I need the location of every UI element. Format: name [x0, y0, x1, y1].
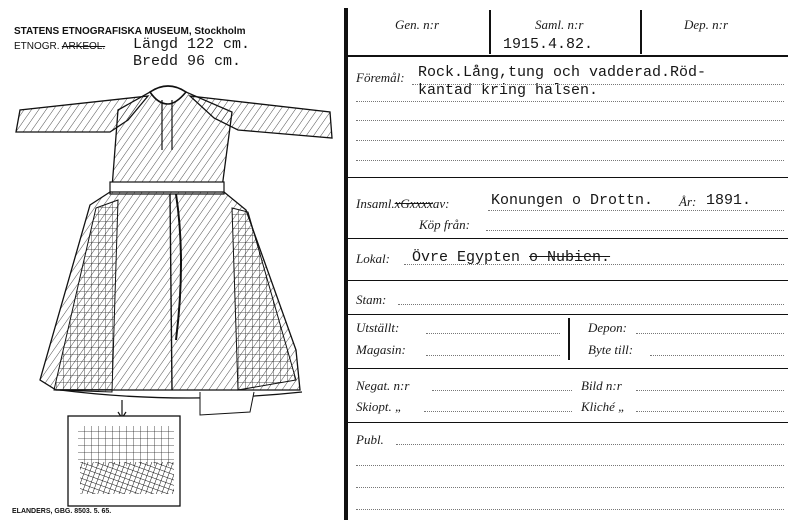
dotted-line	[404, 264, 784, 265]
department-struck: ARKEOL.	[61, 41, 106, 52]
negat-label: Negat. n:r	[356, 378, 410, 393]
insaml-struck: xGxxxx	[394, 196, 433, 211]
department-label	[14, 41, 105, 52]
dotted-line	[396, 444, 784, 445]
museum-name: STATENS ETNOGRAFISKA MUSEUM, Stockholm	[14, 26, 246, 37]
department-prefix: ETNOGR.	[14, 41, 60, 52]
width-measure: Bredd 96 cm.	[133, 53, 242, 70]
foremal-line-1: Rock.Lång,tung och vadderad.Röd-	[418, 64, 707, 81]
dotted-line	[636, 390, 784, 391]
section-rule	[348, 422, 788, 423]
utstallt-label: Utställt:	[356, 320, 400, 335]
lokal-struck: o Nubien.	[529, 249, 611, 266]
gen-label: Gen. n:r	[395, 17, 440, 32]
stam-label: Stam:	[356, 292, 387, 307]
skiopt-label: Skiopt. „	[356, 399, 403, 414]
mid-divider	[568, 318, 570, 360]
insaml-suffix: av:	[432, 196, 450, 211]
dotted-line	[636, 411, 784, 412]
section-rule	[348, 177, 788, 178]
dotted-line	[356, 160, 784, 161]
header-divider-2	[640, 10, 642, 54]
dotted-line	[650, 355, 784, 356]
lokal-place: Övre Egypten	[412, 249, 521, 266]
section-rule	[348, 238, 788, 239]
bild-label: Bild n:r	[581, 378, 622, 393]
center-divider	[344, 8, 348, 520]
section-rule	[348, 314, 788, 315]
insaml-label	[356, 196, 450, 212]
dotted-line	[398, 304, 784, 305]
coat-drawing	[0, 60, 345, 515]
header-rule	[348, 55, 788, 57]
dotted-line	[356, 509, 784, 510]
dotted-line	[356, 465, 784, 466]
depon-label: Depon:	[588, 320, 627, 335]
kop-label: Köp från:	[419, 217, 470, 232]
saml-value: 1915.4.82.	[503, 36, 594, 53]
dotted-line	[412, 84, 784, 85]
publ-label: Publ.	[356, 432, 384, 447]
insaml-prefix: Insaml.	[356, 196, 395, 211]
dotted-line	[432, 390, 572, 391]
saml-label: Saml. n:r	[535, 17, 584, 32]
byte-label: Byte till:	[588, 342, 634, 357]
magasin-label: Magasin:	[356, 342, 406, 357]
foremal-label: Föremål:	[356, 70, 405, 85]
printer-imprint: ELANDERS, GBG. 8503. 5. 65.	[12, 508, 112, 515]
dotted-line	[486, 230, 784, 231]
dotted-line	[426, 355, 560, 356]
section-rule	[348, 280, 788, 281]
dotted-line	[356, 101, 784, 102]
dep-label: Dep. n:r	[684, 17, 729, 32]
dotted-line	[356, 140, 784, 141]
foremal-line-2: kantad kring halsen.	[418, 82, 599, 99]
lokal-label: Lokal:	[356, 251, 390, 266]
dotted-line	[356, 487, 784, 488]
dotted-line	[356, 120, 784, 121]
header-divider-1	[489, 10, 491, 54]
year-value: 1891.	[706, 192, 752, 209]
insaml-value: Konungen o Drottn.	[491, 192, 654, 209]
kliche-label: Kliché „	[581, 399, 626, 414]
section-rule	[348, 368, 788, 369]
dotted-line	[424, 411, 572, 412]
dotted-line	[636, 333, 784, 334]
dotted-line	[488, 210, 784, 211]
dotted-line	[426, 333, 560, 334]
year-label: År:	[679, 194, 697, 209]
length-measure: Längd 122 cm.	[133, 36, 251, 53]
